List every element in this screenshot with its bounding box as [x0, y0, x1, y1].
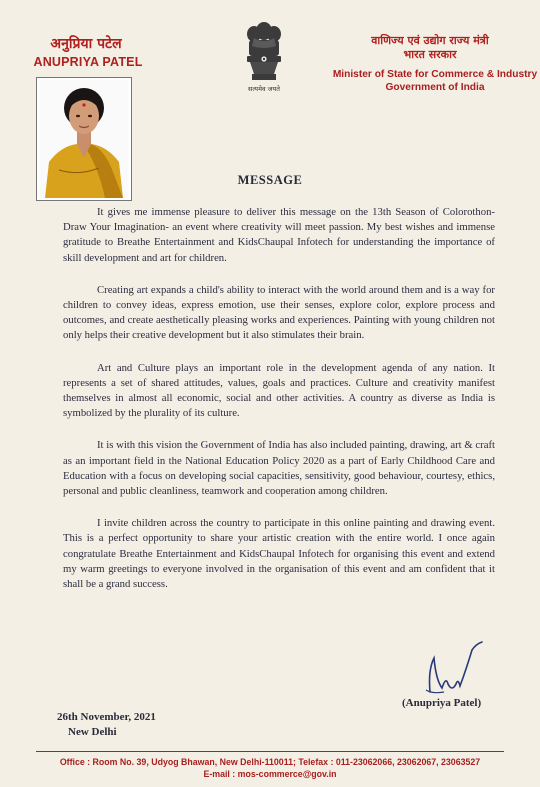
ministry-english-line2: Government of India: [385, 82, 485, 93]
ministry-hindi-line1: वाणिज्य एवं उद्योग राज्य मंत्री: [371, 34, 489, 47]
message-title: MESSAGE: [237, 173, 303, 187]
message-place: New Delhi: [68, 726, 117, 738]
minister-name-english: ANUPRIYA PATEL: [33, 55, 143, 69]
ministry-title-english: [330, 68, 540, 94]
minister-name-hindi: अनुप्रिया पटेल: [50, 36, 122, 52]
message-paragraph-1: It gives me immense pleasure to deliver this message on the 13th Season of Colorothon- Draw Your Imagination- an event where creativity will meet passion. My best wishes and immense gratitude to Breathe Entertainment and KidsChaupal Infotech for understanding the importance of skill development and art for children.: [63, 206, 495, 264]
ministry-english-line1: Minister of State for Commerce & Industry: [332, 69, 538, 80]
emblem-motto: सत्यमेव जयते: [248, 85, 280, 93]
signatory-name: (Anupriya Patel): [402, 697, 482, 709]
ministry-title-hindi: [330, 34, 530, 62]
footer-email: E-mail : mos-commerce@gov.in: [203, 769, 337, 779]
signature-mark: [422, 640, 490, 698]
footer-address: Office : Room No. 39, Udyog Bhawan, New Delhi-110011; Telefax : 011-23062066, 23062067, 23063527: [59, 757, 481, 767]
message-date: 26th November, 2021: [57, 711, 156, 723]
message-body: [63, 205, 495, 609]
message-paragraph-5: I invite children across the country to participate in this online painting and drawing event. This is a perfect opportunity to share your artistic creation with the entire world. I once again congratulate Breathe Entertainment and KidsChaupal Infotech for organising this event and extend my warm greetings to everyone involved in the organisation of this event and am confident that it shall be a grand success.: [63, 517, 495, 591]
message-paragraph-2: Creating art expands a child's ability to interact with the world around them and is a way for children to convey ideas, express emotion, use their senses, explore color, explore process and outcomes, and create aesthetically pleasing works and experiences. Painting with young children not only helps their creative development but it also stimulates their brain.: [63, 283, 495, 342]
ministry-hindi-line2: भारत सरकार: [403, 48, 457, 61]
footer-divider: [36, 751, 504, 752]
message-paragraph-4: It is with this vision the Government of India has also included painting, drawing, art & craft as an important field in the National Education Policy 2020 as a part of Early Childhood Care and Education with a focus on developing social capacities, sensitivity, good behaviour, courtesy, ethics, personal and public cleanliness, teamwork and cooperation among children.: [63, 439, 495, 498]
message-paragraph-3: Art and Culture plays an important role in the development agenda of any nation. It represents a set of shared attitudes, values, goals and practices. Culture and creativity manifest themselves in almost all economic, social and other activities. A country as diverse as India is symbolized by the plurality of its culture.: [63, 361, 495, 420]
